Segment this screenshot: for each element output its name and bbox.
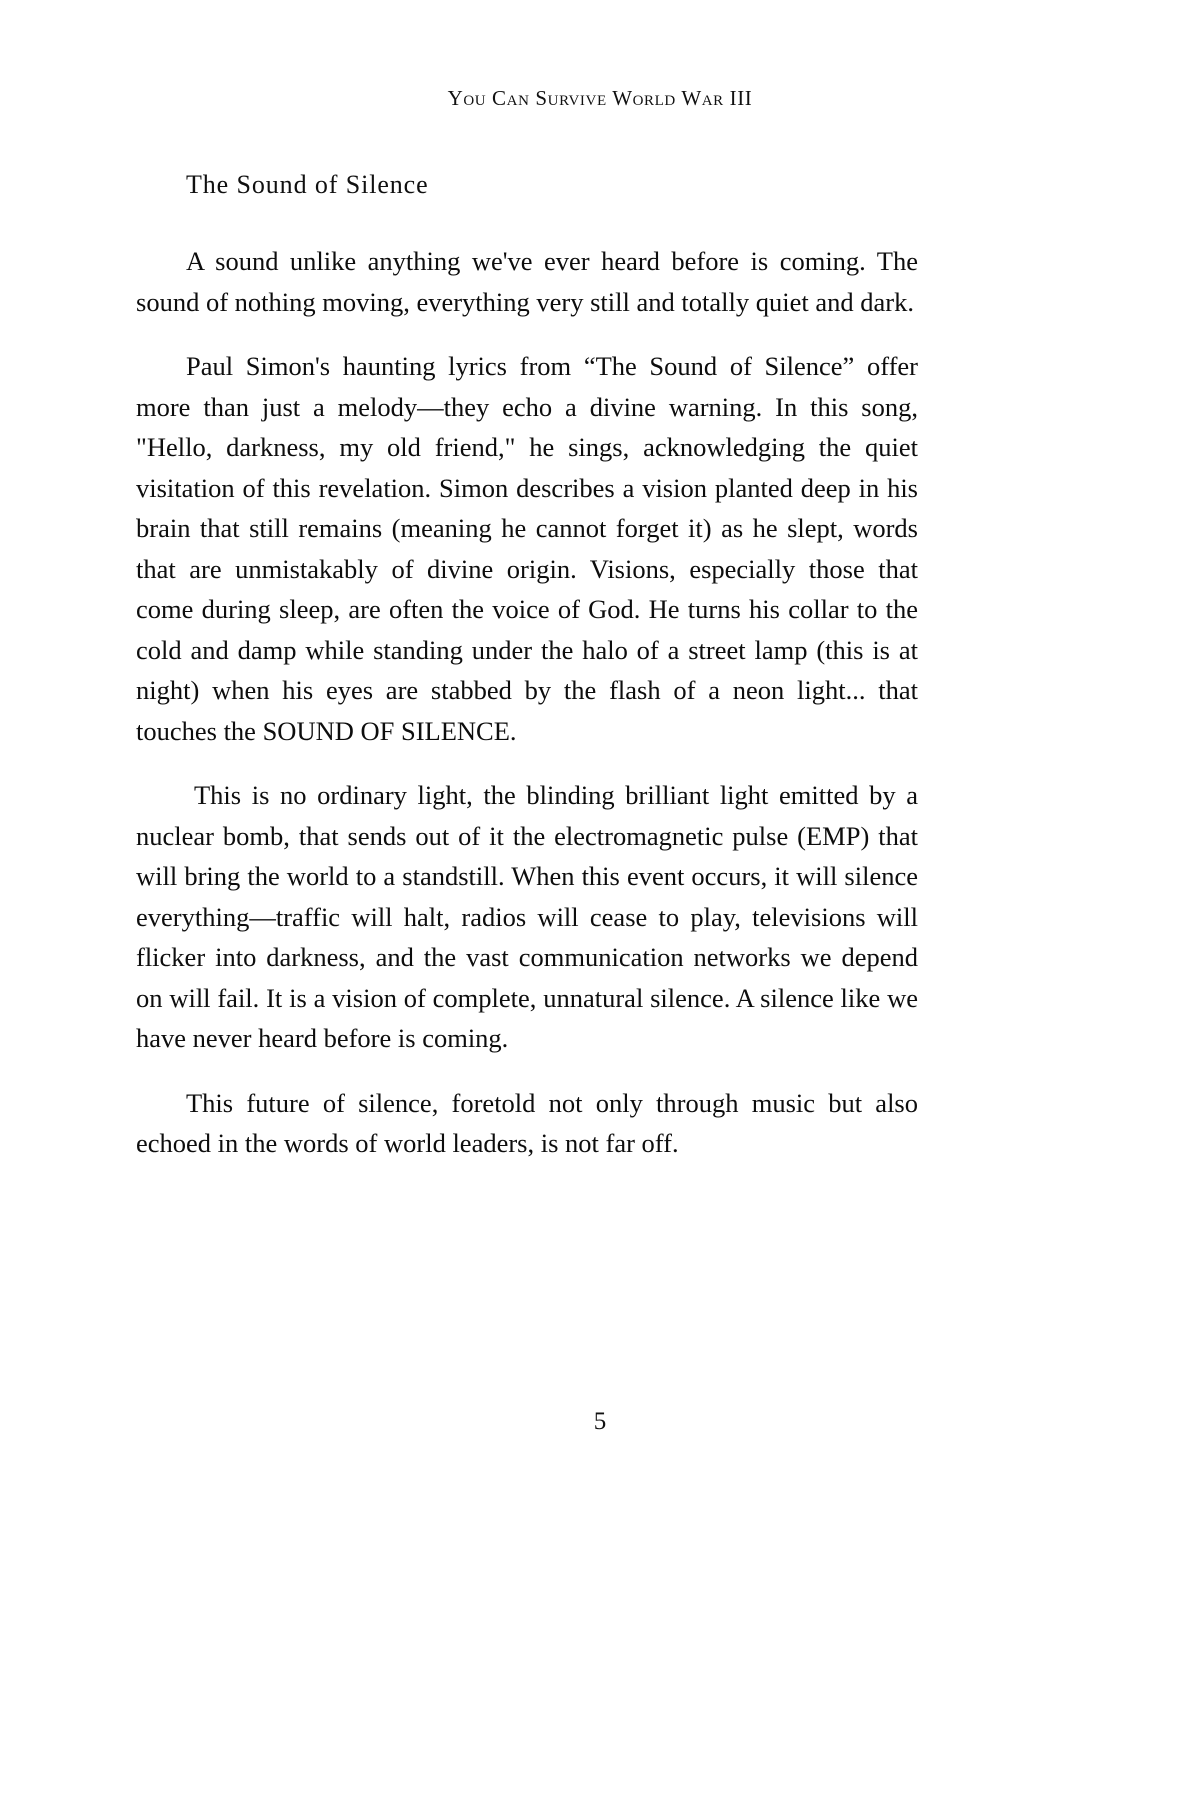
section-heading: The Sound of Silence [186, 170, 429, 199]
body-paragraph-4: This future of silence, foretold not only through music but also echoed in the words of world leaders, is not far off. [136, 1087, 918, 1159]
text-block [136, 168, 918, 1164]
body-paragraph-3: This is no ordinary light, the blinding brilliant light emitted by a nuclear bomb, that sends out of it the electromagnetic pulse (EMP) that will bring the world to a standstill. When this event occurs, it will silence everything—traffic will halt, radios will cease to play, televisions will flicker into darkness, and the vast communication networks we depend on will fail. It is a vision of complete, unnatural silence. A silence like we have never heard before is coming. [136, 780, 918, 1054]
page-number: 5 [593, 1408, 607, 1435]
body-paragraph-2: Paul Simon's haunting lyrics from “The Sound of Silence” offer more than just a melody—they echo a divine warning. In this song, "Hello, darkness, my old friend," he sings, acknowledging the quiet visitation of this revelation. Simon describes a vision planted deep in his brain that still remains (meaning he cannot forget it) as he slept, words that are unmistakably of divine origin. Visions, especially those that come during sleep, are often the voice of God. He turns his collar to the cold and damp while standing under the halo of a street lamp (this is at night) when his eyes are stabbed by the flash of a neon light... that touches the SOUND OF SILENCE. [136, 351, 918, 746]
running-head: You Can Survive World War III [447, 86, 753, 110]
body-paragraph-1: A sound unlike anything we've ever heard before is coming. The sound of nothing moving, everything very still and totally quiet and dark. [136, 246, 918, 317]
